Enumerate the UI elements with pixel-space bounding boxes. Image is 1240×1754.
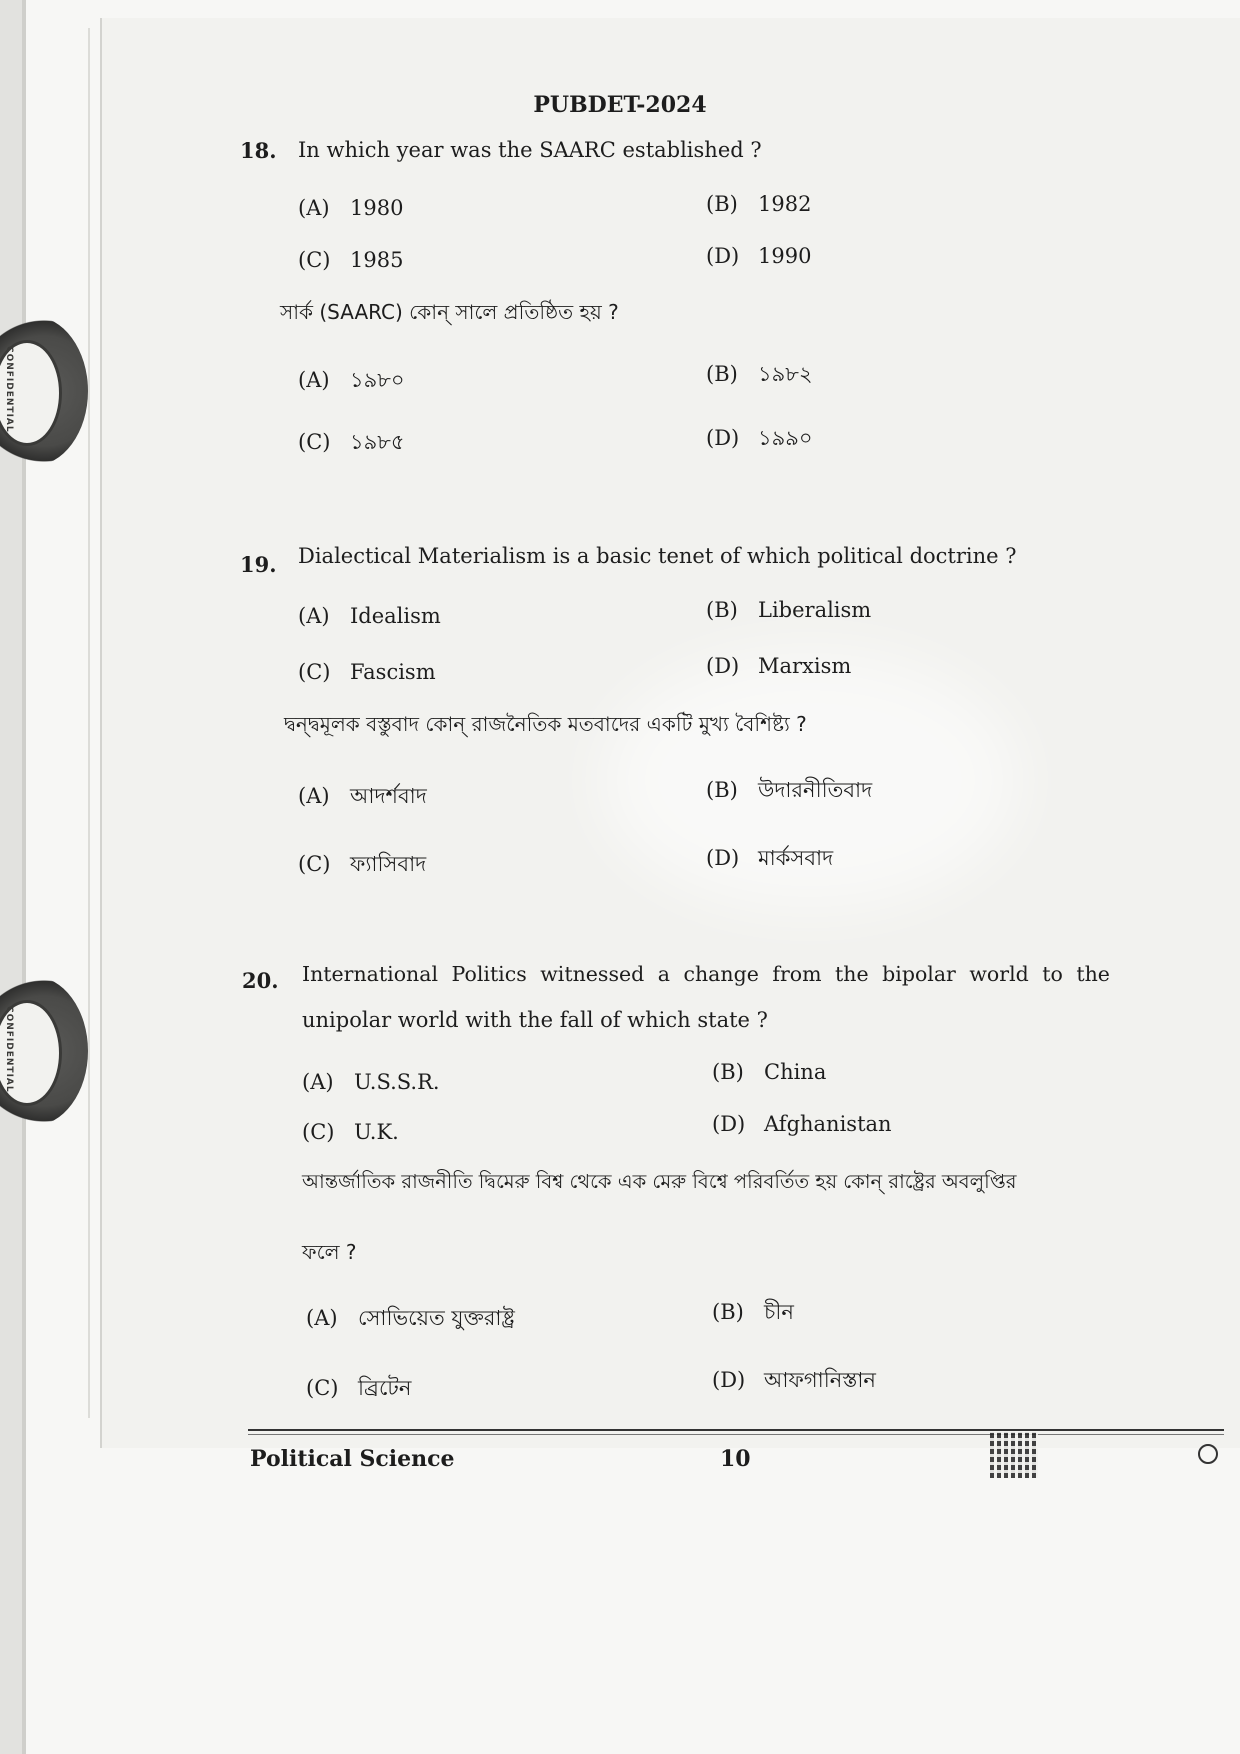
option-a-en: (A) U.S.S.R. [302,1070,440,1094]
question-text-en: Dialectical Materialism is a basic tenet of which political doctrine ? [298,544,1017,568]
question-text-en-line1: International Politics witnessed a change from the bipolar world to the [302,962,1110,986]
option-c-en: (C) Fascism [298,660,436,684]
page-title: PUBDET-2024 [533,92,707,118]
qr-code-pattern [990,1432,1038,1478]
page-number: 10 [720,1446,751,1472]
option-b-bn: (B) উদারনীতিবাদ [706,778,873,802]
question-text-bn-line2: ফলে ? [302,1240,357,1264]
question-number: 20. [242,968,279,993]
question-number: 19. [240,552,277,577]
confidential-seal-bottom: CONFIDENTIAL [0,976,88,1126]
option-d-en: (D) Marxism [706,654,852,678]
option-b-en: (B) Liberalism [706,598,872,622]
option-a-bn: (A) আদর্শবাদ [298,784,427,808]
footer-rule-thin [248,1434,1224,1435]
option-d-bn: (D) আফগানিস্তান [712,1368,876,1392]
option-a-en: (A) 1980 [298,196,404,220]
question-text-bn-line1: আন্তর্জাতিক রাজনীতি দ্বিমেরু বিশ্ব থেকে এক মেরু বিশ্বে পরিবর্তিত হয় কোন্ রাষ্ট্রের অবলুপ্তির [302,1170,1017,1193]
option-c-bn: (C) ব্রিটেন [306,1376,412,1400]
question-text-bn: সার্ক (SAARC) কোন্ সালে প্রতিষ্ঠিত হয় ? [280,300,619,324]
circle-mark-icon [1198,1444,1218,1464]
footer-subject: Political Science [250,1446,455,1472]
option-c-en: (C) U.K. [302,1120,399,1144]
scan-edge-shadow [22,0,26,1754]
option-d-en: (D) Afghanistan [712,1112,892,1136]
option-a-bn: (A) ১৯৮০ [298,368,405,392]
option-b-bn: (B) চীন [712,1300,794,1324]
question-text-en-line2: unipolar world with the fall of which state ? [302,1008,768,1032]
question-text-bn: দ্বন্দ্বমূলক বস্তুবাদ কোন্ রাজনৈতিক মতবাদের একটি মুখ্য বৈশিষ্ট্য ? [284,712,807,736]
option-b-bn: (B) ১৯৮২ [706,362,813,386]
option-a-bn: (A) সোভিয়েত যুক্তরাষ্ট্র [306,1306,515,1330]
option-a-en: (A) Idealism [298,604,441,628]
option-d-en: (D) 1990 [706,244,812,268]
option-b-en: (B) 1982 [706,192,812,216]
question-text-en: In which year was the SAARC established ? [298,138,762,162]
option-b-en: (B) China [712,1060,827,1084]
option-c-bn: (C) ফ্যাসিবাদ [298,852,427,876]
option-d-bn: (D) ১৯৯০ [706,426,813,450]
option-c-en: (C) 1985 [298,248,404,272]
question-number: 18. [240,138,277,163]
scan-edge [0,0,22,1754]
option-c-bn: (C) ১৯৮৫ [298,430,405,454]
confidential-seal-top: CONFIDENTIAL [0,316,88,466]
footer-rule [248,1429,1224,1431]
option-d-bn: (D) মার্কসবাদ [706,846,834,870]
